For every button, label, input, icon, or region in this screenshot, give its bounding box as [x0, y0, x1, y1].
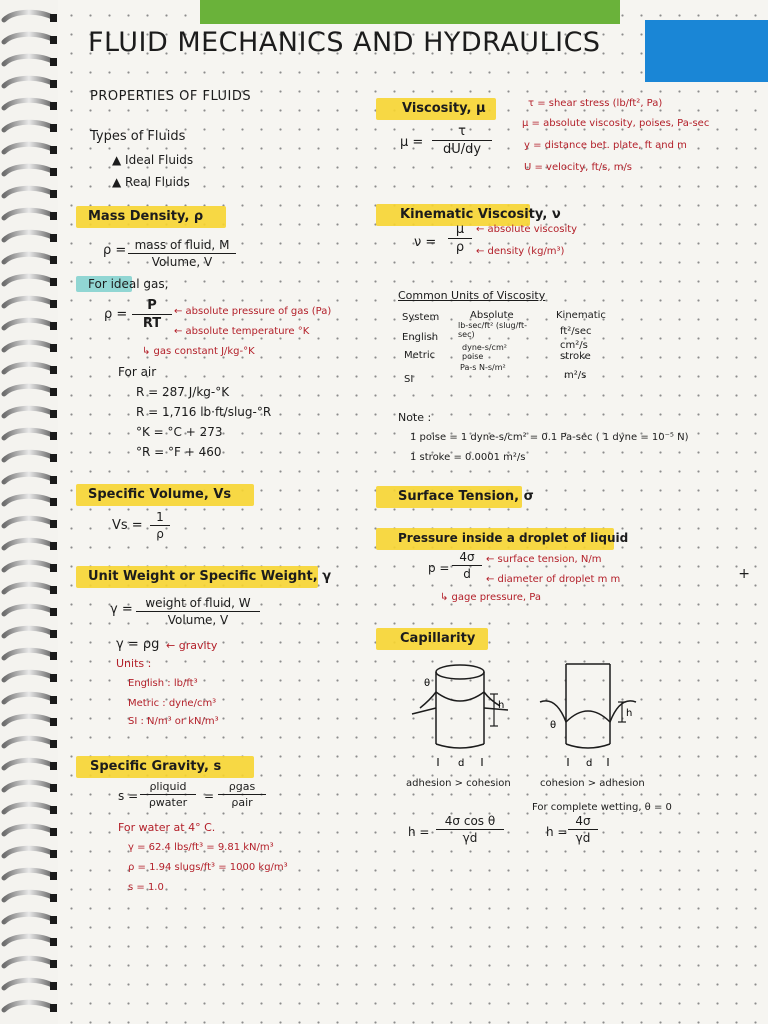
- table-cell: Pa-s N-s/m²: [460, 363, 506, 372]
- binding-hole: [50, 476, 57, 484]
- viscosity-note: τ = shear stress (lb/ft², Pa): [528, 98, 663, 109]
- spiral-ring: [4, 914, 54, 922]
- binding-hole: [50, 982, 57, 990]
- specific-gravity-fraction-liquid: [140, 780, 196, 809]
- fraction-denominator: RT: [142, 316, 162, 331]
- binding-hole: [50, 80, 57, 88]
- binding-hole: [50, 806, 57, 814]
- for-air-heading: For air: [118, 365, 157, 379]
- surface-tension-heading: Surface Tension, σ: [398, 489, 534, 504]
- air-line: °K = °C + 273: [136, 425, 223, 439]
- unit-weight-fraction: [136, 596, 260, 627]
- viscosity-note: y = distance bet. plate, ft and m: [524, 140, 687, 151]
- properties-title: PROPERTIES OF FLUIDS: [90, 89, 252, 104]
- complete-wetting-note: For complete wetting, θ = 0: [532, 802, 672, 813]
- unit-weight-heading: Unit Weight or Specific Weight, γ: [88, 569, 332, 584]
- specific-gravity-heading: Specific Gravity, s: [90, 759, 222, 774]
- table-header-system: System: [402, 312, 440, 323]
- gas-density-fraction: [132, 298, 172, 331]
- kinematic-fraction: [448, 222, 472, 255]
- table-cell: English: [402, 332, 439, 343]
- kinematic-note: ← density (kg/m³): [476, 246, 565, 257]
- fraction-numerator: 4σ: [575, 814, 591, 828]
- spiral-ring: [4, 936, 54, 944]
- fraction-denominator: ρ: [455, 240, 465, 255]
- spiral-ring: [4, 232, 54, 240]
- fraction-numerator: P: [147, 298, 157, 313]
- binding-hole: [50, 256, 57, 264]
- water-line: γ = 62.4 lbs/ft³ = 9.81 kN/m³: [128, 842, 274, 853]
- theta-label: θ: [424, 678, 431, 689]
- water-line: ρ = 1.94 slugs/ft³ = 1000 kg/m³: [128, 862, 288, 873]
- h-label: h: [498, 700, 505, 711]
- fraction-numerator: τ: [458, 124, 466, 139]
- droplet-fraction: [452, 550, 482, 581]
- ideal-gas-heading: For ideal gas,: [88, 277, 169, 291]
- binding-hole: [50, 850, 57, 858]
- spiral-ring: [4, 1002, 54, 1010]
- binding-hole: [50, 344, 57, 352]
- kinematic-viscosity-heading: Kinematic Viscosity, ν: [400, 207, 561, 222]
- note-pressure: ← absolute pressure of gas (Pa): [174, 306, 332, 317]
- spiral-ring: [4, 518, 54, 526]
- spiral-ring: [4, 980, 54, 988]
- binding-hole: [50, 564, 57, 572]
- spiral-ring: [4, 320, 54, 328]
- droplet-lhs: p =: [428, 561, 450, 575]
- capillary-rise-fraction: [436, 814, 504, 845]
- binding-hole: [50, 212, 57, 220]
- spiral-ring: [4, 386, 54, 394]
- spiral-ring: [4, 408, 54, 416]
- green-tab: [200, 0, 620, 24]
- gravity-note: ← gravity: [166, 639, 218, 652]
- equals-sign: =: [204, 789, 215, 803]
- spiral-ring: [4, 760, 54, 768]
- viscosity-note: μ = absolute viscosity, poises, Pa-sec: [522, 118, 710, 129]
- table-cell: cm²/s stroke: [560, 340, 591, 362]
- table-cell: ft²/sec: [560, 326, 592, 337]
- spiral-ring: [4, 782, 54, 790]
- h-formula-lhs: h =: [546, 825, 568, 839]
- specific-volume-fraction: [150, 510, 170, 541]
- binding-hole: [50, 586, 57, 594]
- units-metric: Metric : dyne/cm³: [128, 698, 217, 709]
- spiral-ring: [4, 188, 54, 196]
- fraction-numerator: μ: [455, 222, 465, 237]
- binding-hole: [50, 300, 57, 308]
- spiral-ring: [4, 496, 54, 504]
- spiral-ring: [4, 848, 54, 856]
- note-heading: Note :: [398, 411, 432, 424]
- binding-hole: [50, 36, 57, 44]
- spiral-binding: [0, 0, 60, 1024]
- units-table-heading: Common Units of Viscosity: [398, 289, 546, 302]
- blue-sticky-tab: [645, 20, 768, 82]
- table-cell: dyne-s/cm² poise: [462, 343, 507, 361]
- specific-volume-heading: Specific Volume, Vs: [88, 487, 232, 502]
- spiral-ring: [4, 804, 54, 812]
- spiral-ring: [4, 254, 54, 262]
- binding-hole: [50, 498, 57, 506]
- unit-weight-gravity: γ = ρg: [116, 637, 160, 652]
- binding-hole: [50, 124, 57, 132]
- fraction-denominator: ρwater: [148, 796, 188, 809]
- table-header-absolute: Absolute: [470, 310, 514, 321]
- droplet-heading: Pressure inside a droplet of liquid: [398, 531, 629, 545]
- spiral-ring: [4, 694, 54, 702]
- spiral-ring: [4, 716, 54, 724]
- binding-hole: [50, 938, 57, 946]
- spiral-ring: [4, 166, 54, 174]
- binding-hole: [50, 960, 57, 968]
- binding-hole: [50, 784, 57, 792]
- fraction-denominator: Volume, V: [151, 255, 213, 269]
- spiral-ring: [4, 100, 54, 108]
- spiral-ring: [4, 144, 54, 152]
- viscosity-fraction: [432, 124, 492, 157]
- kinematic-note: ← absolute viscosity: [476, 224, 578, 235]
- mass-density-heading: Mass Density, ρ: [88, 209, 204, 224]
- complete-wetting-fraction: [568, 814, 598, 845]
- table-cell: Metric: [404, 350, 436, 361]
- table-cell: m²/s: [564, 370, 587, 381]
- water-line: s = 1.0: [128, 882, 164, 893]
- binding-hole: [50, 1004, 57, 1012]
- h-label: h: [626, 708, 633, 719]
- type-ideal: ▲ Ideal Fluids: [112, 153, 194, 167]
- droplet-note: ↳ gage pressure, Pa: [440, 592, 541, 603]
- table-cell: lb-sec/ft² (slug/ft-sec): [458, 321, 527, 339]
- cohesion-label: cohesion > adhesion: [540, 778, 645, 789]
- types-heading: Types of Fluids: [90, 129, 186, 144]
- binding-hole: [50, 168, 57, 176]
- binding-hole: [50, 872, 57, 880]
- fraction-denominator: dU/dy: [442, 142, 482, 157]
- capillarity-diagram: [390, 656, 680, 776]
- droplet-note: ← diameter of droplet m m: [486, 574, 621, 585]
- spiral-ring: [4, 870, 54, 878]
- binding-hole: [50, 718, 57, 726]
- fraction-numerator: 1: [156, 510, 164, 524]
- air-line: °R = °F + 460: [136, 445, 222, 459]
- binding-hole: [50, 102, 57, 110]
- spiral-ring: [4, 650, 54, 658]
- droplet-note: ← surface tension, N/m: [486, 554, 602, 565]
- binding-hole: [50, 146, 57, 154]
- air-line: R = 1,716 lb·ft/slug-°R: [136, 405, 272, 419]
- specific-gravity-fraction-gas: [218, 780, 266, 809]
- binding-hole: [50, 674, 57, 682]
- table-header-kinematic: Kinematic: [556, 310, 606, 321]
- table-cell: SI: [404, 374, 414, 385]
- spiral-ring: [4, 584, 54, 592]
- binding-hole: [50, 14, 57, 22]
- binding-hole: [50, 740, 57, 748]
- spiral-ring: [4, 364, 54, 372]
- note-line: 1 poise = 1 dyne-s/cm² = 0.1 Pa-sec ( 1 dyne = 10⁻⁵ N): [410, 432, 689, 443]
- fraction-numerator: ρliquid: [149, 780, 187, 793]
- spiral-ring: [4, 628, 54, 636]
- binding-hole: [50, 828, 57, 836]
- spiral-ring: [4, 78, 54, 86]
- units-english: English : lb/ft³: [128, 678, 198, 689]
- capillarity-heading: Capillarity: [400, 631, 476, 646]
- fraction-denominator: γd: [575, 831, 591, 845]
- water-heading: For water at 4° C.: [118, 821, 216, 834]
- binding-hole: [50, 608, 57, 616]
- fraction-denominator: d: [463, 567, 471, 581]
- theta-label: θ: [550, 720, 557, 731]
- spiral-ring: [4, 892, 54, 900]
- unit-weight-lhs: γ =: [110, 602, 133, 617]
- spiral-ring: [4, 474, 54, 482]
- fraction-numerator: mass of fluid, M: [134, 238, 230, 252]
- spiral-ring: [4, 12, 54, 20]
- note-temperature: ← absolute temperature °K: [174, 326, 310, 337]
- fraction-denominator: ρair: [231, 796, 253, 809]
- viscosity-note: U = velocity, ft/s, m/s: [524, 162, 633, 173]
- binding-hole: [50, 322, 57, 330]
- spiral-ring: [4, 452, 54, 460]
- spiral-ring: [4, 540, 54, 548]
- type-real: ▲ Real Fluids: [112, 175, 190, 189]
- fraction-denominator: γd: [462, 831, 478, 845]
- binding-hole: [50, 762, 57, 770]
- spiral-ring: [4, 34, 54, 42]
- binding-hole: [50, 542, 57, 550]
- binding-hole: [50, 410, 57, 418]
- binding-hole: [50, 58, 57, 66]
- specific-volume-lhs: Vs =: [112, 518, 143, 533]
- binding-hole: [50, 278, 57, 286]
- fraction-denominator: ρ: [156, 527, 164, 541]
- binding-hole: [50, 190, 57, 198]
- specific-gravity-lhs: s =: [118, 789, 139, 803]
- spiral-ring: [4, 342, 54, 350]
- binding-hole: [50, 234, 57, 242]
- fraction-numerator: 4σ cos θ: [444, 814, 496, 828]
- fraction-numerator: ρgas: [228, 780, 256, 793]
- binding-hole: [50, 520, 57, 528]
- fraction-numerator: 4σ: [459, 550, 475, 564]
- kinematic-lhs: ν =: [414, 235, 437, 250]
- spiral-ring: [4, 826, 54, 834]
- spiral-ring: [4, 672, 54, 680]
- gas-density-lhs: ρ =: [104, 307, 128, 322]
- spiral-ring: [4, 738, 54, 746]
- mass-density-fraction: [128, 238, 236, 269]
- adhesion-label: adhesion > cohesion: [406, 778, 511, 789]
- spiral-ring: [4, 298, 54, 306]
- binding-hole: [50, 894, 57, 902]
- fraction-denominator: Volume, V: [167, 613, 229, 627]
- viscosity-heading: Viscosity, μ: [402, 101, 486, 116]
- mass-density-lhs: ρ =: [103, 243, 127, 258]
- spiral-ring: [4, 562, 54, 570]
- d-label: d: [458, 758, 465, 769]
- binding-hole: [50, 366, 57, 374]
- binding-hole: [50, 432, 57, 440]
- binding-hole: [50, 454, 57, 462]
- d-label: d: [586, 758, 593, 769]
- binding-hole: [50, 630, 57, 638]
- note-line: 1 stroke = 0.0001 m²/s: [410, 452, 526, 463]
- viscosity-lhs: μ =: [400, 135, 424, 150]
- binding-hole: [50, 916, 57, 924]
- h-formula-lhs: h =: [408, 825, 430, 839]
- binding-hole: [50, 652, 57, 660]
- spiral-ring: [4, 56, 54, 64]
- spiral-ring: [4, 606, 54, 614]
- units-si: SI : N/m³ or kN/m³: [128, 716, 219, 727]
- spiral-ring: [4, 276, 54, 284]
- spiral-ring: [4, 958, 54, 966]
- note-gas-constant: ↳ gas constant J/kg-°K: [142, 346, 255, 357]
- margin-mark: +: [738, 566, 750, 582]
- spiral-ring: [4, 122, 54, 130]
- binding-hole: [50, 696, 57, 704]
- fraction-numerator: weight of fluid, W: [145, 596, 251, 610]
- page-title: FLUID MECHANICS AND HYDRAULICS: [88, 27, 601, 58]
- spiral-ring: [4, 210, 54, 218]
- air-line: R = 287 J/kg-°K: [136, 385, 230, 399]
- binding-hole: [50, 388, 57, 396]
- spiral-ring: [4, 430, 54, 438]
- units-heading: Units :: [116, 657, 152, 670]
